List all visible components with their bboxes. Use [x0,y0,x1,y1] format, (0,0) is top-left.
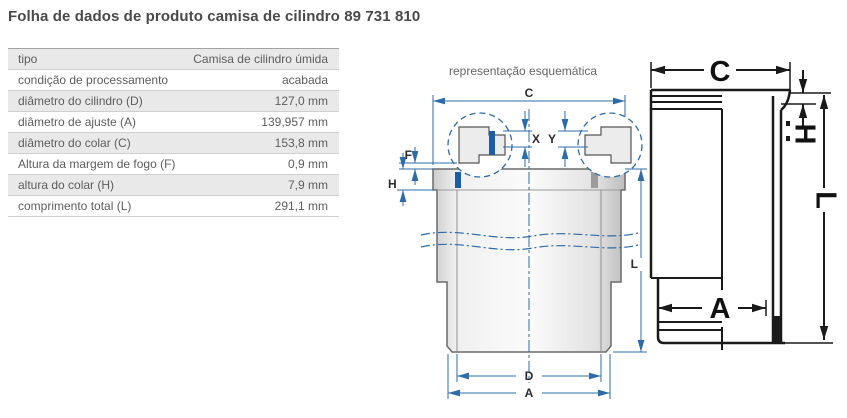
page-title: Folha de dados de produto camisa de cilindro 89 731 810 [8,8,421,25]
dim-label-C: C [524,86,534,100]
spec-value: 127,0 mm [185,91,339,112]
table-row [8,91,339,112]
spec-value: 291,1 mm [185,196,339,217]
dim-label-A-right: A [709,293,731,325]
table-row [8,70,339,91]
table-row [8,154,339,175]
table-row [8,133,339,154]
dim-label-C-right: C [709,56,731,88]
spec-label: diâmetro do cilindro (D) [8,91,185,112]
table-row [8,49,339,70]
spec-value: 139,957 mm [185,112,339,133]
dim-label-H-right: H [788,123,821,145]
spec-value: 0,9 mm [185,154,339,175]
spec-label: condição de processamento [8,70,185,91]
spec-label: comprimento total (L) [8,196,185,217]
spec-label: altura do colar (H) [8,175,185,196]
spec-value: acabada [185,70,339,91]
fire-land-accent-bar [455,172,461,188]
cylinder-liner-section-view-drawing [648,50,847,418]
table-row [8,112,339,133]
spec-label: tipo [8,49,185,70]
spec-value: Camisa de cilindro úmida [185,49,339,70]
dim-label-X: X [532,132,541,146]
spec-label: Altura da margem de fogo (F) [8,154,185,175]
table-row [8,196,339,217]
table-row [8,175,339,196]
dim-label-F: F [404,148,412,162]
dim-label-A: A [524,386,534,400]
cylinder-liner-front-view-drawing [385,85,665,415]
spec-label: diâmetro do colar (C) [8,133,185,154]
dim-label-D: D [524,369,534,383]
spec-value: 153,8 mm [185,133,339,154]
dim-label-Y: Y [547,132,556,146]
spec-value: 7,9 mm [185,175,339,196]
spec-table [8,48,339,217]
detail-circle-left [448,113,512,177]
schematic-caption: representação esquemática [449,64,598,78]
detail-circle-right [578,113,642,177]
dim-label-H: H [388,177,397,191]
dim-label-L-right: L [809,191,842,209]
spec-label: diâmetro de ajuste (A) [8,112,185,133]
dim-label-L: L [630,257,638,271]
